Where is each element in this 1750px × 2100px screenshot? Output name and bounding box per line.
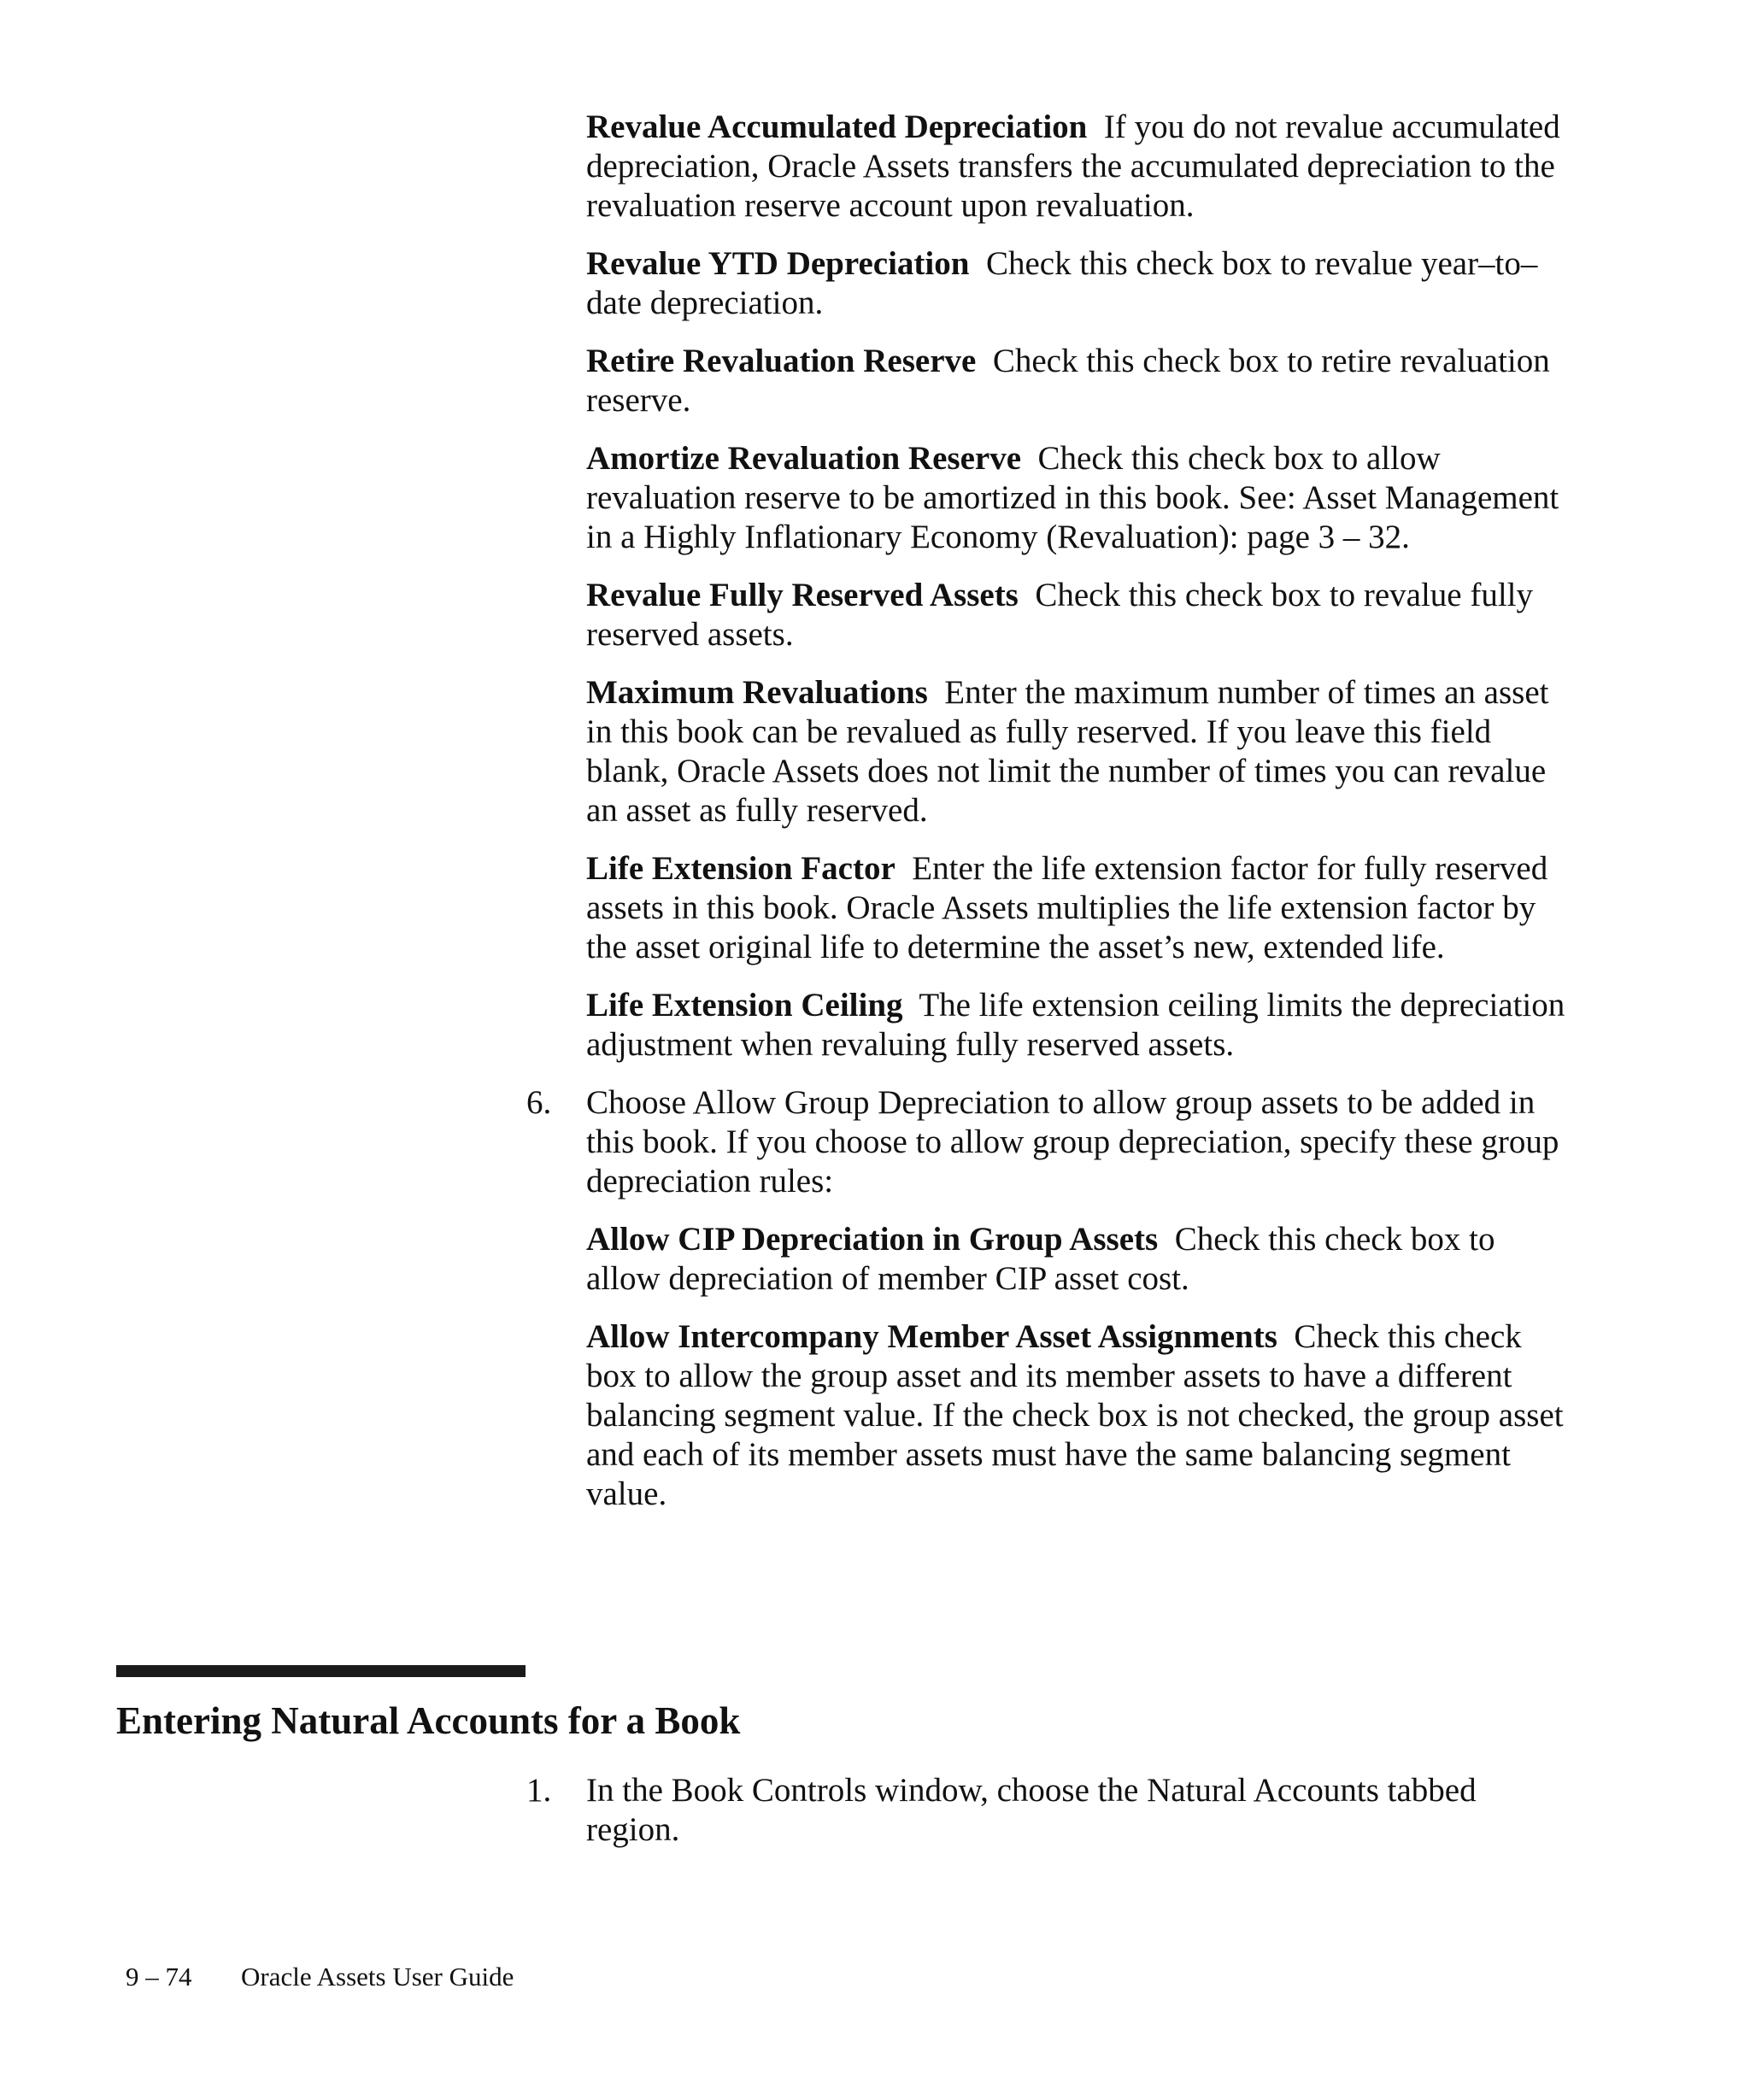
main-content (526, 108, 1569, 1533)
definition-term: Revalue YTD Depreciation (586, 245, 970, 282)
definition-term: Allow Intercompany Member Asset Assignments (586, 1318, 1277, 1355)
step-6 (526, 1083, 1569, 1201)
step-1 (526, 1771, 1569, 1850)
definition-term: Life Extension Ceiling (586, 987, 903, 1024)
definition-text: Check this check box to allow depreciation of member CIP asset cost. (586, 1221, 1495, 1297)
definition-text: Check this check box to retire revaluation reserve. (586, 343, 1550, 419)
definition-maximum-revaluations (586, 673, 1569, 830)
step-number: 1. (526, 1772, 552, 1809)
definition-life-extension-factor (586, 849, 1569, 967)
step-number: 6. (526, 1084, 552, 1121)
definition-text: Enter the maximum number of times an asset in this book can be revalued as fully reserved. If you leave this field blank, Oracle Assets does not limit the number of times you can revalue an asset as fully reserved. (586, 674, 1549, 829)
definition-amortize-revaluation-reserve (586, 439, 1569, 557)
definition-revalue-fully-reserved-assets (586, 576, 1569, 654)
definition-term: Life Extension Factor (586, 850, 896, 887)
definition-text: Check this check box to allow the group asset and its member assets to have a different balancing segment value. If the check box is not checked, the group asset and each of its member assets must have the same balancing segment value. (586, 1318, 1564, 1512)
page-number: 9 – 74 (126, 1962, 192, 1991)
definition-allow-cip-depreciation (586, 1220, 1569, 1299)
definition-text: The life extension ceiling limits the depreciation adjustment when revaluing fully reserved assets. (586, 987, 1565, 1063)
definition-term: Retire Revaluation Reserve (586, 343, 977, 379)
definition-text: If you do not revalue accumulated depreciation, Oracle Assets transfers the accumulated depreciation to the revaluation reserve account upon revaluation. (586, 109, 1560, 224)
definition-allow-intercompany-assignments (586, 1317, 1569, 1514)
section-title: Entering Natural Accounts for a Book (116, 1699, 741, 1742)
definition-term: Allow CIP Depreciation in Group Assets (586, 1221, 1159, 1258)
section-steps (526, 1771, 1569, 1868)
definition-text: Check this check box to revalue year–to–date depreciation. (586, 245, 1538, 321)
page-footer (126, 1960, 514, 1994)
definition-text: Check this check box to revalue fully reserved assets. (586, 577, 1534, 653)
definition-term: Revalue Fully Reserved Assets (586, 577, 1019, 613)
section-rule (116, 1665, 526, 1677)
definition-term: Amortize Revaluation Reserve (586, 440, 1021, 477)
definition-term: Maximum Revaluations (586, 674, 928, 711)
definition-text: Enter the life extension factor for fully reserved assets in this book. Oracle Assets multiplies the life extension factor by the asset original life to determine the asset’s new, extended life. (586, 850, 1548, 965)
definition-text: Check this check box to allow revaluation reserve to be amortized in this book. See: Asset Management in a Highly Inflationary Economy (Revaluation): page 3 – 32. (586, 440, 1559, 555)
definition-term: Revalue Accumulated Depreciation (586, 109, 1088, 145)
definition-revalue-ytd-depreciation (586, 244, 1569, 323)
definition-revalue-accumulated-depreciation (586, 108, 1569, 226)
guide-title: Oracle Assets User Guide (241, 1962, 514, 1991)
step-text: Choose Allow Group Depreciation to allow group assets to be added in this book. If you choose to allow group depreciation, specify these group depreciation rules: (586, 1084, 1559, 1200)
definition-life-extension-ceiling (586, 986, 1569, 1065)
definition-retire-revaluation-reserve (586, 342, 1569, 420)
step-text: In the Book Controls window, choose the Natural Accounts tabbed region. (586, 1772, 1477, 1848)
